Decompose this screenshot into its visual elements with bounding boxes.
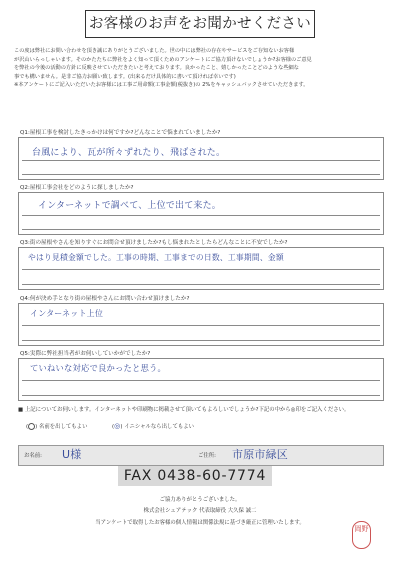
footer-privacy: 当アンケートで取得したお客様の個人情報は関係法規に基づき厳正に管理いたします。 [95, 520, 305, 526]
name-label: お名前: [24, 453, 42, 459]
intro-line: が沢山いらっしゃいます。そのかたたちに弊社をよく知って頂くためのアンケートにご協力頂けないでしょうか?お客様のご意見 [14, 56, 312, 63]
consent-option-name[interactable]: ( ) 名前を出してもよい [26, 424, 88, 430]
question-4-answer[interactable]: インターネット上位 [30, 309, 104, 318]
name-value[interactable]: U様 [62, 448, 82, 461]
question-2-answer[interactable]: インターネットで調べて、上位で出て来た。 [38, 201, 222, 211]
answer-line [22, 215, 380, 216]
question-3-answer[interactable]: やはり見積金額でした。工事の時期、工事までの日数、工事期間、金額 [28, 253, 284, 262]
question-4-label: Q4:何が決め手となり街の屋根やさんにお問い合わせ頂けましたか? [20, 296, 190, 302]
answer-line [22, 269, 380, 270]
answer-line [22, 174, 380, 175]
intro-line: 事でも構いません。是非ご協力お願い致します。(出来るだけ具体的に書いて頂ければ幸いです) [14, 73, 236, 80]
intro-line: を弊社の今後の活動の方針に反映させていただきたいと考えております。良かったこと、嬉しかったことどのような些細な [14, 65, 299, 72]
form-title: お客様のお声をお聞かせください [85, 10, 315, 38]
address-value[interactable]: 市原市緑区 [232, 448, 288, 461]
intro-line: ※本アンケートにご記入いただいたお客様には工事ご用命額(工事金額(税抜き)の 2%をキャッシュバックさせていただきます。 [14, 82, 309, 89]
question-5-label: Q5:実際に弊社担当者がお伺いしていかがでしたか? [20, 351, 151, 357]
fax-number: FAX 0438-60-7774 [118, 466, 272, 486]
answer-line [22, 284, 380, 285]
answer-line [22, 380, 380, 381]
address-label: ご住所: [198, 453, 216, 459]
answer-line [22, 229, 380, 230]
radio-empty-icon [28, 423, 35, 430]
seal-stamp: 岡野 [352, 521, 371, 549]
selected-mark: ◎ [114, 422, 121, 430]
consent-question [18, 405, 394, 413]
answer-line [22, 395, 380, 396]
option-name-label: 名前を出してもよい [38, 424, 88, 430]
option-initial-label: イニシャルなら出してもよい [124, 424, 195, 430]
question-2-label: Q2:屋根工事会社をどのように探しましたか? [20, 185, 134, 191]
answer-line [22, 160, 380, 161]
answer-line [22, 340, 380, 341]
footer-company: 株式会社シェアテック 代表取締役 大久保 誠二 [143, 508, 257, 514]
intro-line: この度は弊社にお問い合わせを頂き誠にありがとうございました。世の中には弊社の存在やサービスをご存知ないお客様 [14, 48, 295, 54]
question-1-label: Q1:屋根工事を検討したきっかけは何ですか?どんなことで悩まれていましたか? [20, 130, 221, 136]
consent-question-text: 上記についてお伺いします。インターネットや印刷物に掲載させて頂いてもよろしいでしょうか?下記の中から◎印をご記入ください。 [24, 407, 350, 413]
question-5-answer[interactable]: ていねいな対応で良かったと思う。 [30, 363, 166, 373]
consent-option-initial[interactable]: (◎) イニシャルなら出してもよい [112, 422, 195, 430]
answer-line [22, 325, 380, 326]
question-3-label: Q3:街の屋根やさんを知りすぐにお問合せ頂けましたか?もし悩まれたとしたらどんなことに不安でしたか? [20, 240, 288, 246]
question-1-answer[interactable]: 台風により、瓦が所々ずれたり、飛ばされた。 [32, 148, 226, 158]
bullet-icon: ■ [18, 407, 24, 413]
intro-text [14, 47, 390, 90]
footer-thanks: ご協力ありがとうございました。 [159, 497, 241, 503]
